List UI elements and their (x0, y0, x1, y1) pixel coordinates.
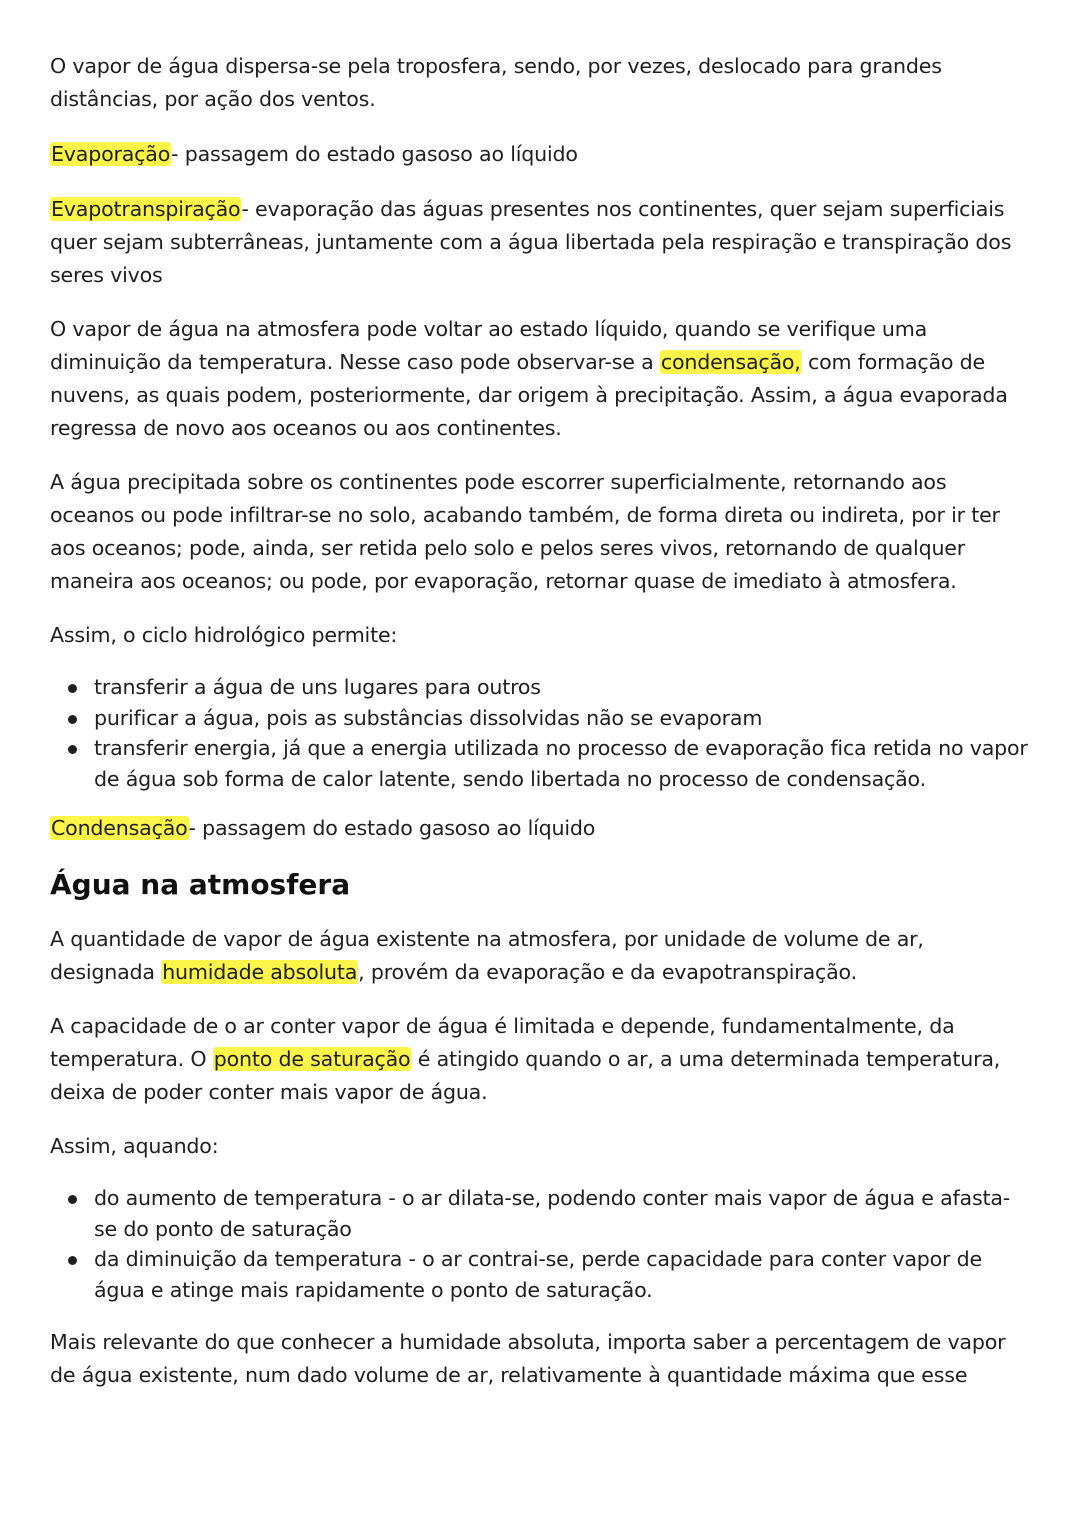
list-item-text: transferir a água de uns lugares para outros (94, 675, 541, 699)
list-item-text: purificar a água, pois as substâncias dissolvidas não se evaporam (94, 705, 763, 730)
list-aquando (50, 1183, 1030, 1305)
list-item (94, 1244, 1030, 1305)
list-item (94, 672, 1030, 703)
list-item-text: da diminuição da temperatura - o ar contrai-se, perde capacidade para conter vapor de água e atinge mais rapidamente o ponto de saturação. (94, 1247, 982, 1302)
paragraph-vapor-dispersa: O vapor de água dispersa-se pela troposfera, sendo, por vezes, deslocado para grandes distâncias, por ação dos ventos. (50, 54, 942, 111)
definition-evaporacao (50, 138, 1030, 171)
definition-text: - evaporação das águas presentes nos continentes, quer sejam superficiais quer sejam subterrâneas, juntamente com a água libertada pela respiração e transpiração dos seres vivos (50, 197, 1012, 287)
bullet-icon (68, 715, 77, 724)
highlight-term: condensação, (660, 350, 801, 374)
text-segment: , provém da evaporação e da evapotranspiração. (358, 960, 857, 984)
definition-condensacao (50, 812, 1030, 845)
list-item-text: do aumento de temperatura - o ar dilata-se, podendo conter mais vapor de água e afasta-se do ponto de saturação (94, 1186, 1011, 1241)
highlight-term: ponto de saturação (213, 1047, 411, 1071)
paragraph-agua-precipitada: A água precipitada sobre os continentes pode escorrer superficialmente, retornando aos oceanos ou pode infiltrar-se no solo, acabando também, de forma direta ou indireta, por ir ter aos oceanos; pode, ainda, ser retida pelo solo e pelos seres vivos, retornando de qualquer maneira aos oceanos; ou pode, por evaporação, retornar quase de imediato à atmosfera. (50, 470, 1000, 593)
list-ciclo-hidrologico (50, 672, 1030, 794)
bullet-icon (68, 745, 77, 754)
highlight-term: humidade absoluta (162, 960, 358, 984)
definition-evapotranspiracao (50, 193, 1030, 292)
paragraph-ciclo-intro: Assim, o ciclo hidrológico permite: (50, 623, 398, 647)
definition-text: - passagem do estado gasoso ao líquido (171, 142, 578, 166)
text-segment: A capacidade de o ar conter vapor de água é limitada e depende, fundamentalmente, da temperatura. O (50, 1014, 955, 1071)
paragraph-humidade-absoluta (50, 923, 1030, 989)
text-segment: O vapor de água na atmosfera pode voltar ao estado líquido, quando se verifique uma diminuição da temperatura. Nesse caso pode observar-se a (50, 317, 928, 374)
bullet-icon (68, 1256, 77, 1265)
paragraph-condensacao (50, 313, 1030, 445)
bullet-icon (68, 1195, 77, 1204)
list-item (94, 733, 1030, 794)
list-item-text: transferir energia, já que a energia utilizada no processo de evaporação fica retida no vapor de água sob forma de calor latente, sendo libertada no processo de condensação. (94, 736, 1028, 791)
bullet-icon (68, 684, 77, 693)
list-item (94, 703, 1030, 734)
highlight-term: Evaporação (51, 142, 171, 166)
highlight-term: Condensação (51, 816, 188, 840)
highlight-term: Evapotranspiração (51, 197, 241, 221)
text-segment: A quantidade de vapor de água existente na atmosfera, por unidade de volume de ar, designada (50, 927, 924, 984)
paragraph-humidade-relativa-intro: Mais relevante do que conhecer a humidade absoluta, importa saber a percentagem de vapor de água existente, num dado volume de ar, relativamente à quantidade máxima que esse (50, 1330, 1006, 1387)
text-segment: com formação de nuvens, as quais podem, posteriormente, dar origem à precipitação. Assim, a água evaporada regressa de novo aos oceanos ou aos continentes. (50, 350, 1008, 440)
list-item (94, 1183, 1030, 1244)
paragraph-ponto-saturacao (50, 1010, 1030, 1109)
definition-text: - passagem do estado gasoso ao líquido (188, 816, 596, 840)
paragraph-aquando-intro: Assim, aquando: (50, 1134, 219, 1158)
text-segment: é atingido quando o ar, a uma determinada temperatura, deixa de poder conter mais vapor de água. (50, 1047, 1001, 1104)
section-heading: Água na atmosfera (50, 868, 351, 901)
